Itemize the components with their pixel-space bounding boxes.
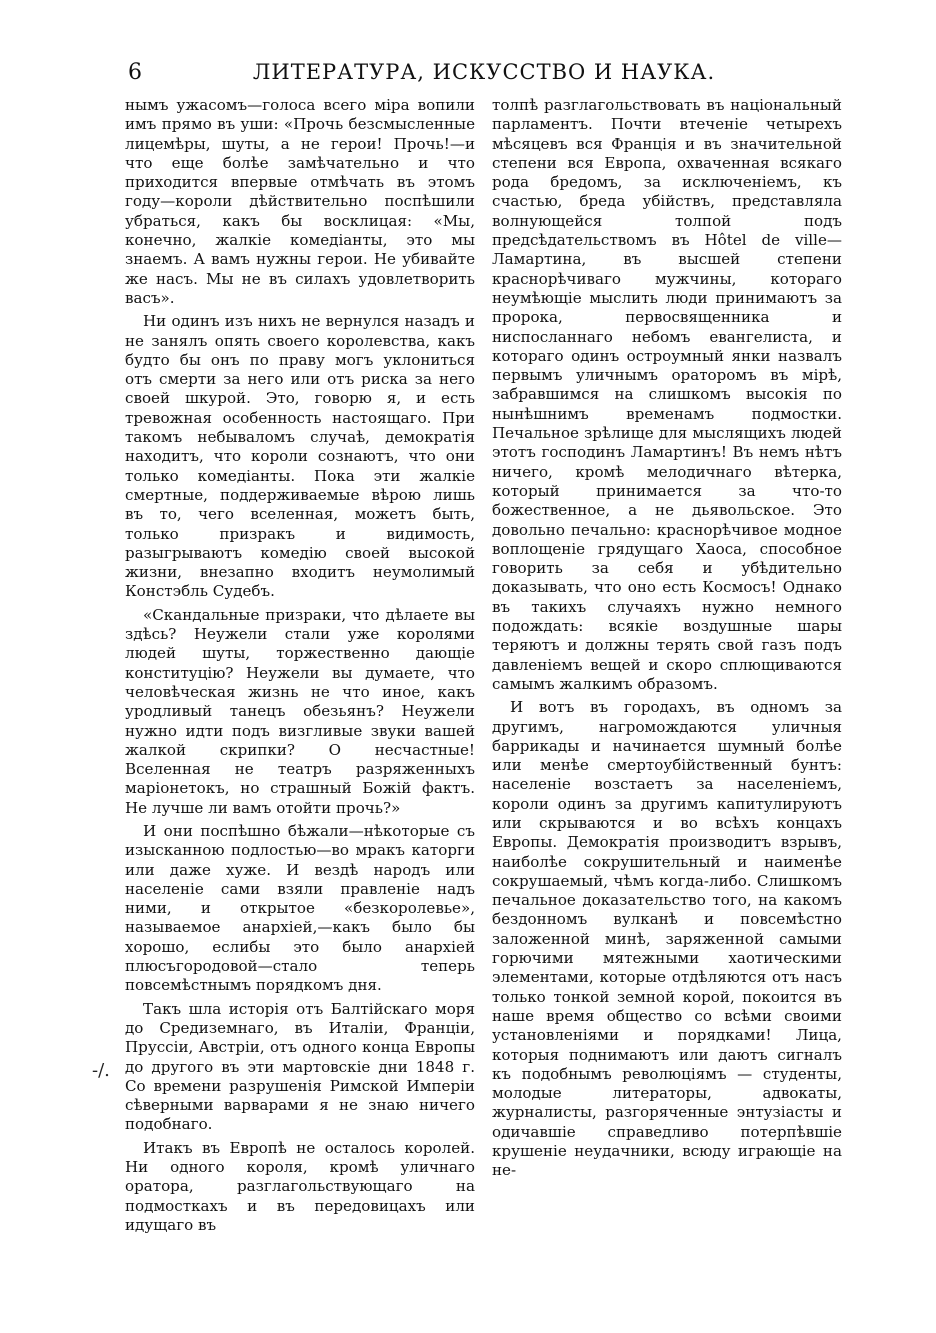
paragraph: «Скандальные призраки, что дѣлаете вы здѣсь? Неужели стали уже королями людей шуты, торжественно дающіе конституцію? Неужели вы думаете, что человѣческая жизнь не что иное, какъ уродливый танецъ обезьянъ? Неужели нужно идти подъ визгливые звуки вашей жалкой скрипки? О несчастные! Вселенная не театръ разряженныхъ маріонетокъ, но страшный Божій фактъ. Не лучше ли вамъ отойти прочь?» [125, 605, 475, 817]
paragraph: Такъ шла исторія отъ Балтійскаго моря до Средиземнаго, въ Италіи, Франціи, Пруссіи, Австріи, отъ одного конца Европы до другого въ эти мартовскіе дни 1848 г. Со времени разрушенія Римской Имперіи сѣверными варварами я не знаю ничего подобнаго. [125, 999, 475, 1134]
paragraph: нымъ ужасомъ—голоса всего міра вопили имъ прямо въ уши: «Прочь безсмысленные лицемѣры, шуты, а не герои! Прочь!—и что еще болѣе замѣчательно и что приходится впервые отмѣчать въ этомъ году—короли дѣйствительно поспѣшили убраться, какъ бы восклицая: «Мы, конечно, жалкіе комедіанты, это мы знаемъ. А вамъ нужны герои. Не убивайте же насъ. Мы не въ силахъ удовлетворить васъ». [125, 96, 475, 307]
paragraph: толпѣ разглагольствовать въ національный парламентъ. Почти втеченіе четырехъ мѣсяцевъ вся Франція и въ значительной степени вся Европа, охваченная всякаго рода бредомъ, за исключеніемъ, къ счастью, бреда убійствъ, представляла волнующейся толпой подъ предсѣдательствомъ въ Hôtel de ville—Ламартина, въ высшей степени краснорѣчиваго мужчины, котораго неумѣющіе мыслить люди принимаютъ за пророка, первосвященника и ниспосланнаго небомъ евангелиста, и котораго одинъ остроумный янки назвалъ первымъ уличнымъ ораторомъ въ мірѣ, забравшимся на слишкомъ высокія по нынѣшнимъ временамъ подмостки. Печальное зрѣлище для мыслящихъ людей этотъ господинъ Ламартинъ! Въ немъ нѣтъ ничего, кромѣ мелодичнаго вѣтерка, который принимается за что-то божественное, а не дьявольское. Это довольно печально: краснорѣчивое модное воплощеніе грядущаго Хаоса, способное говорить за себя и убѣдительно доказывать, что оно есть Космосъ! Однако въ такихъ случаяхъ нужно немного подождать: всякіе воздушные шары теряютъ и должны терять свой газъ подъ давленіемъ вещей и скоро сплющиваются самымъ жалкимъ образомъ. [492, 96, 842, 693]
paragraph: И они поспѣшно бѣжали—нѣкоторые съ изысканною подлостью—во мракъ каторги или даже хуже. И вездѣ народъ или населеніе сами взяли правленіе надъ ними, и открытое «безкоролевье», называемое анархіей,—какъ было бы хорошо, еслибы это было анархіей плюсъгородовой—стало теперь повсемѣстнымъ порядкомъ дня. [125, 821, 475, 995]
right-column [492, 96, 842, 1185]
running-title: ЛИТЕРАТУРА, ИСКУССТВО И НАУКА. [252, 60, 716, 84]
margin-note: -/. [92, 1060, 110, 1081]
page-header [128, 58, 840, 92]
paragraph: И вотъ въ городахъ, въ одномъ за другимъ, нагромождаются уличныя баррикады и начинается шумный болѣе или менѣе смертоубійственный бунтъ: населеніе возстаетъ за населеніемъ, короли одинъ за другимъ капитулируютъ или скрываются и во всѣхъ концахъ Европы. Демократія производитъ взрывъ, наиболѣе сокрушительный и наименѣе сокрушаемый, чѣмъ когда-либо. Слишкомъ печальное доказательство того, на какомъ бездонномъ вулканѣ и повсемѣстно заложенной минѣ, заряженной самыми горючими мятежными хаотическими элементами, которые отдѣляются отъ насъ только тонкой земной корой, покоится въ наше время общество со всѣми своими установленіями и порядками! Лица, которыя поднимаютъ или даютъ сигналъ къ подобнымъ революціямъ — студенты, молодые литераторы, адвокаты, журналисты, разгоряченные энтузіасты и одичавшіе справедливо потерпѣвшіе крушеніе неудачники, всюду играющіе на не- [492, 698, 842, 1180]
page-number: 6 [128, 60, 142, 85]
left-column [125, 96, 475, 1239]
paragraph: Ни одинъ изъ нихъ не вернулся назадъ и не занялъ опять своего королевства, какъ будто бы онъ по праву могъ уклониться отъ смерти за него или отъ риска за него своей шкурой. Это, говорю я, и есть тревожная особенность настоящаго. При такомъ небываломъ случаѣ, демократія находитъ, что короли сознаютъ, что они только комедіанты. Пока эти жалкіе смертные, поддерживаемые вѣрою лишь въ то, чего вселенная, можетъ быть, только призракъ и видимость, разыгрываютъ комедію своей высокой жизни, внезапно входитъ неумолимый Констэбль Судебъ. [125, 312, 475, 601]
paragraph: Итакъ въ Европѣ не осталось королей. Ни одного короля, кромѣ уличнаго оратора, разглагольствующаго на подмосткахъ и въ передовицахъ или идущаго въ [125, 1138, 475, 1234]
